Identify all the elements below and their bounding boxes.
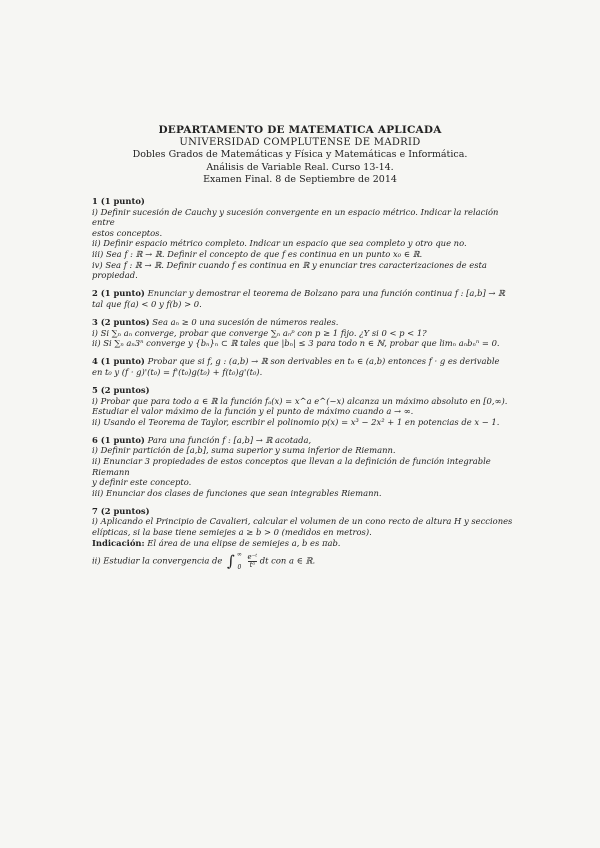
question-4-text: Probar que si f, g : (a,b) → ℝ son derivables en t₀ ∈ (a,b) entonces f · g es derivable: [147, 356, 500, 367]
question-3-intro: Sea aₙ ≥ 0 una sucesión de números reales.: [152, 316, 339, 327]
integrand-fraction: [248, 554, 258, 569]
integral-upper-limit: ∞: [236, 551, 242, 559]
question-3-part-i: i) Si ∑ₙ aₙ converge, probar que converge ∑ₙ aₙᵖ con p ≥ 1 fijo. ¿Y si 0 < p < 1?: [92, 327, 427, 338]
question-7-heading: 7 (2 puntos): [92, 505, 150, 516]
question-5-part-i-cont: Estudiar el valor máximo de la función y el punto de máximo cuando a → ∞.: [92, 406, 414, 417]
question-1-part-i-cont: estos conceptos.: [92, 227, 163, 238]
question-1-part-iv-cont: propiedad.: [92, 270, 138, 281]
exam-header: [0, 124, 600, 187]
question-6: [92, 435, 522, 499]
department-title: DEPARTAMENTO DE MATEMATICA APLICADA: [158, 124, 442, 136]
integral-limits: [237, 551, 242, 571]
question-7-hint: El área de una elipse de semiejes a, b es πab.: [147, 537, 341, 548]
question-7: [92, 506, 522, 571]
question-7-part-i-cont: elípticas, si la base tiene semiejes a ≥ b > 0 (medidos en metros).: [92, 527, 372, 538]
course-line: Análisis de Variable Real. Curso 13-14.: [206, 161, 394, 173]
exam-date-line: Examen Final. 8 de Septiembre de 2014: [203, 174, 397, 185]
question-4: [92, 356, 522, 377]
question-2: [92, 288, 522, 309]
question-6-part-i: i) Definir partición de [a,b], suma superior y suma inferior de Riemann.: [92, 445, 396, 456]
question-1-part-ii: ii) Definir espacio métrico completo. Indicar un espacio que sea completo y otro que no.: [92, 238, 467, 249]
question-7-part-i: i) Aplicando el Principio de Cavalieri, calcular el volumen de un cono recto de altura H y secciones: [92, 516, 513, 527]
degrees-line: Dobles Grados de Matemáticas y Física y Matemáticas e Informática.: [132, 149, 468, 160]
question-4-heading: 4 (1 punto): [92, 356, 145, 367]
question-7-hint-label: Indicación:: [92, 537, 145, 548]
question-1-part-i: i) Definir sucesión de Cauchy y sucesión convergente en un espacio métrico. Indicar la relación entre: [92, 206, 499, 228]
question-6-part-ii: ii) Enunciar 3 propiedades de estos conceptos que llevan a la definición de función integrable Riemann: [92, 455, 491, 477]
integrand-denominator: tᵃ: [248, 561, 258, 569]
question-1: [92, 196, 522, 281]
question-1-part-iv: iv) Sea f : ℝ → ℝ. Definir cuando f es continua en ℝ y enunciar tres caracterizaciones de esta: [92, 259, 487, 270]
question-3-part-ii: ii) Si ∑ₙ aₙ3ⁿ converge y {bₙ}ₙ ⊂ ℝ tales que |bₙ| ≤ 3 para todo n ∈ ℕ, probar que limₙ aₙbₙⁿ = 0.: [92, 338, 500, 349]
integral-lower-limit: 0: [237, 564, 242, 572]
question-4-text-cont: en t₀ y (f · g)'(t₀) = f'(t₀)g(t₀) + f(t₀)g'(t₀).: [92, 366, 263, 377]
question-5: [92, 385, 522, 427]
question-1-heading: 1 (1 punto): [92, 196, 145, 206]
question-5-heading: 5 (2 puntos): [92, 384, 150, 395]
question-2-text-cont: tal que f(a) < 0 y f(b) > 0.: [92, 298, 202, 309]
question-2-heading: 2 (1 punto): [92, 288, 145, 299]
question-2-text: Enunciar y demostrar el teorema de Bolzano para una función continua f : [a,b] → ℝ: [147, 288, 506, 299]
question-7-part-ii-end: dt con a ∈ ℝ.: [259, 555, 316, 566]
university-name: UNIVERSIDAD COMPLUTENSE DE MADRID: [179, 136, 421, 148]
question-6-intro: Para una función f : [a,b] → ℝ acotada,: [147, 434, 312, 445]
integrand-numerator: e⁻ᵗ: [247, 552, 258, 561]
question-6-part-ii-cont: y definir este concepto.: [92, 477, 192, 488]
exam-body: [92, 196, 522, 579]
question-7-part-ii-text: ii) Estudiar la convergencia de: [92, 555, 223, 566]
question-7-part-ii: [92, 551, 522, 571]
question-6-heading: 6 (1 punto): [92, 434, 145, 445]
question-3: [92, 317, 522, 349]
question-1-part-iii: iii) Sea f : ℝ → ℝ. Definir el concepto de que f es continua en un punto x₀ ∈ ℝ.: [92, 248, 423, 259]
integral-sign: ∫: [227, 552, 235, 571]
question-6-part-iii: iii) Enunciar dos clases de funciones que sean integrables Riemann.: [92, 487, 382, 498]
question-5-part-i: i) Probar que para todo a ∈ ℝ la función fₐ(x) = x^a e^(−x) alcanza un máximo absoluto en [0,∞).: [92, 395, 508, 406]
question-5-part-ii: ii) Usando el Teorema de Taylor, escribir el polinomio p(x) = x³ − 2x² + 1 en potencias de x − 1.: [92, 416, 500, 427]
question-3-heading: 3 (2 puntos): [92, 316, 150, 327]
